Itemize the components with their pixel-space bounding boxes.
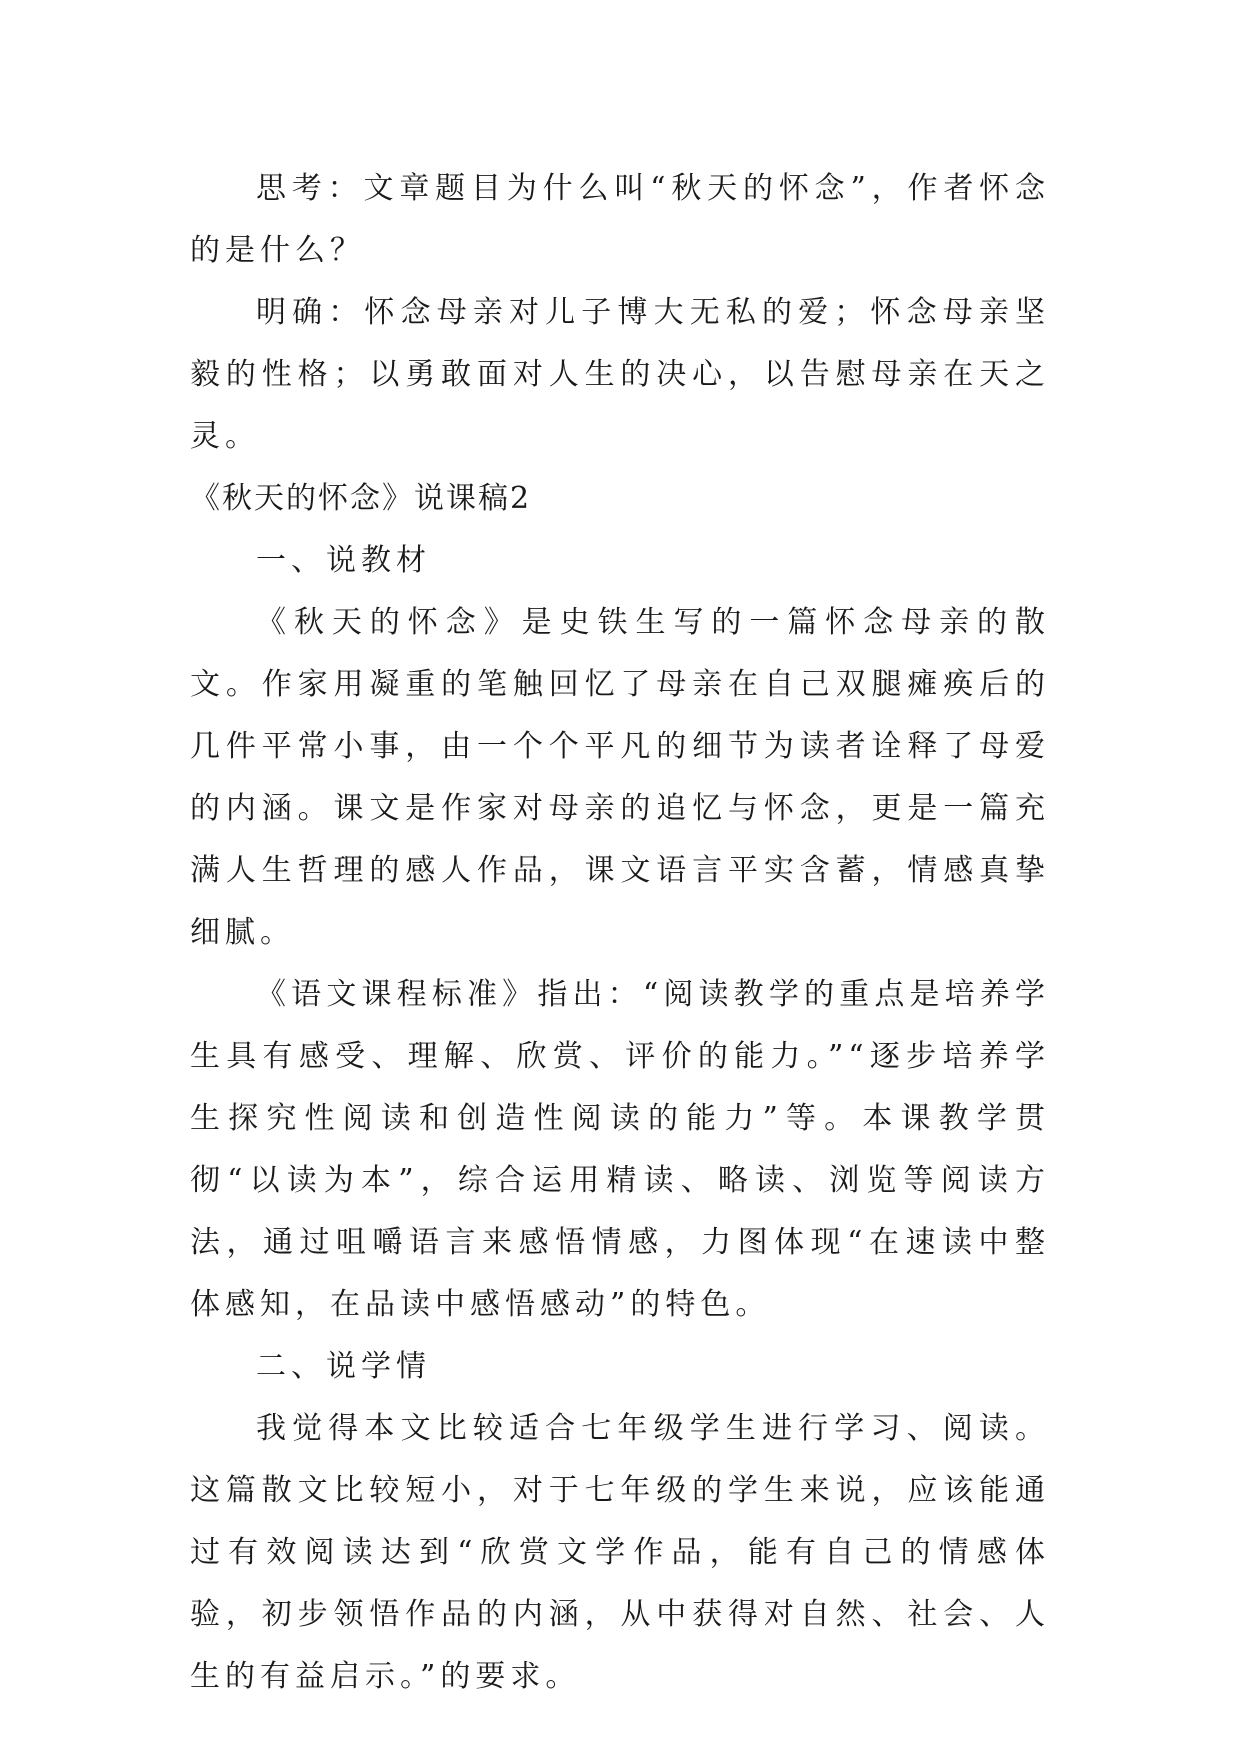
textbook-paragraph-1: 《秋天的怀念》是史铁生写的一篇怀念母亲的散文。作家用凝重的笔触回忆了母亲在自己双腿瘫痪后的几件平常小事，由一个个平凡的细节为读者诠释了母爱的内涵。课文是作家对母亲的追忆与怀念，更是一篇充满人生哲理的感人作品，课文语言平实含蓄，情感真挚细腻。 xyxy=(190,605,1050,950)
document-page xyxy=(190,158,1050,1708)
document-title: 《秋天的怀念》说课稿2 xyxy=(190,481,532,516)
section-heading-students: 二、说学情 xyxy=(256,1349,431,1384)
answer-paragraph: 明确：怀念母亲对儿子博大无私的爱；怀念母亲坚毅的性格；以勇敢面对人生的决心，以告慰母亲在天之灵。 xyxy=(190,295,1050,454)
students-paragraph: 我觉得本文比较适合七年级学生进行学习、阅读。这篇散文比较短小，对于七年级的学生来说，应该能通过有效阅读达到“欣赏文学作品，能有自己的情感体验，初步领悟作品的内涵，从中获得对自然、社会、人生的有益启示。”的要求。 xyxy=(190,1411,1050,1694)
think-question: 思考：文章题目为什么叫“秋天的怀念”，作者怀念的是什么？ xyxy=(190,171,1050,268)
textbook-paragraph-2: 《语文课程标准》指出：“阅读教学的重点是培养学生具有感受、理解、欣赏、评价的能力。”“逐步培养学生探究性阅读和创造性阅读的能力”等。本课教学贯彻“以读为本”，综合运用精读、略读、浏览等阅读方法，通过咀嚼语言来感悟情感，力图体现“在速读中整体感知，在品读中感悟感动”的特色。 xyxy=(190,977,1050,1322)
section-heading-textbook: 一、说教材 xyxy=(256,543,431,578)
